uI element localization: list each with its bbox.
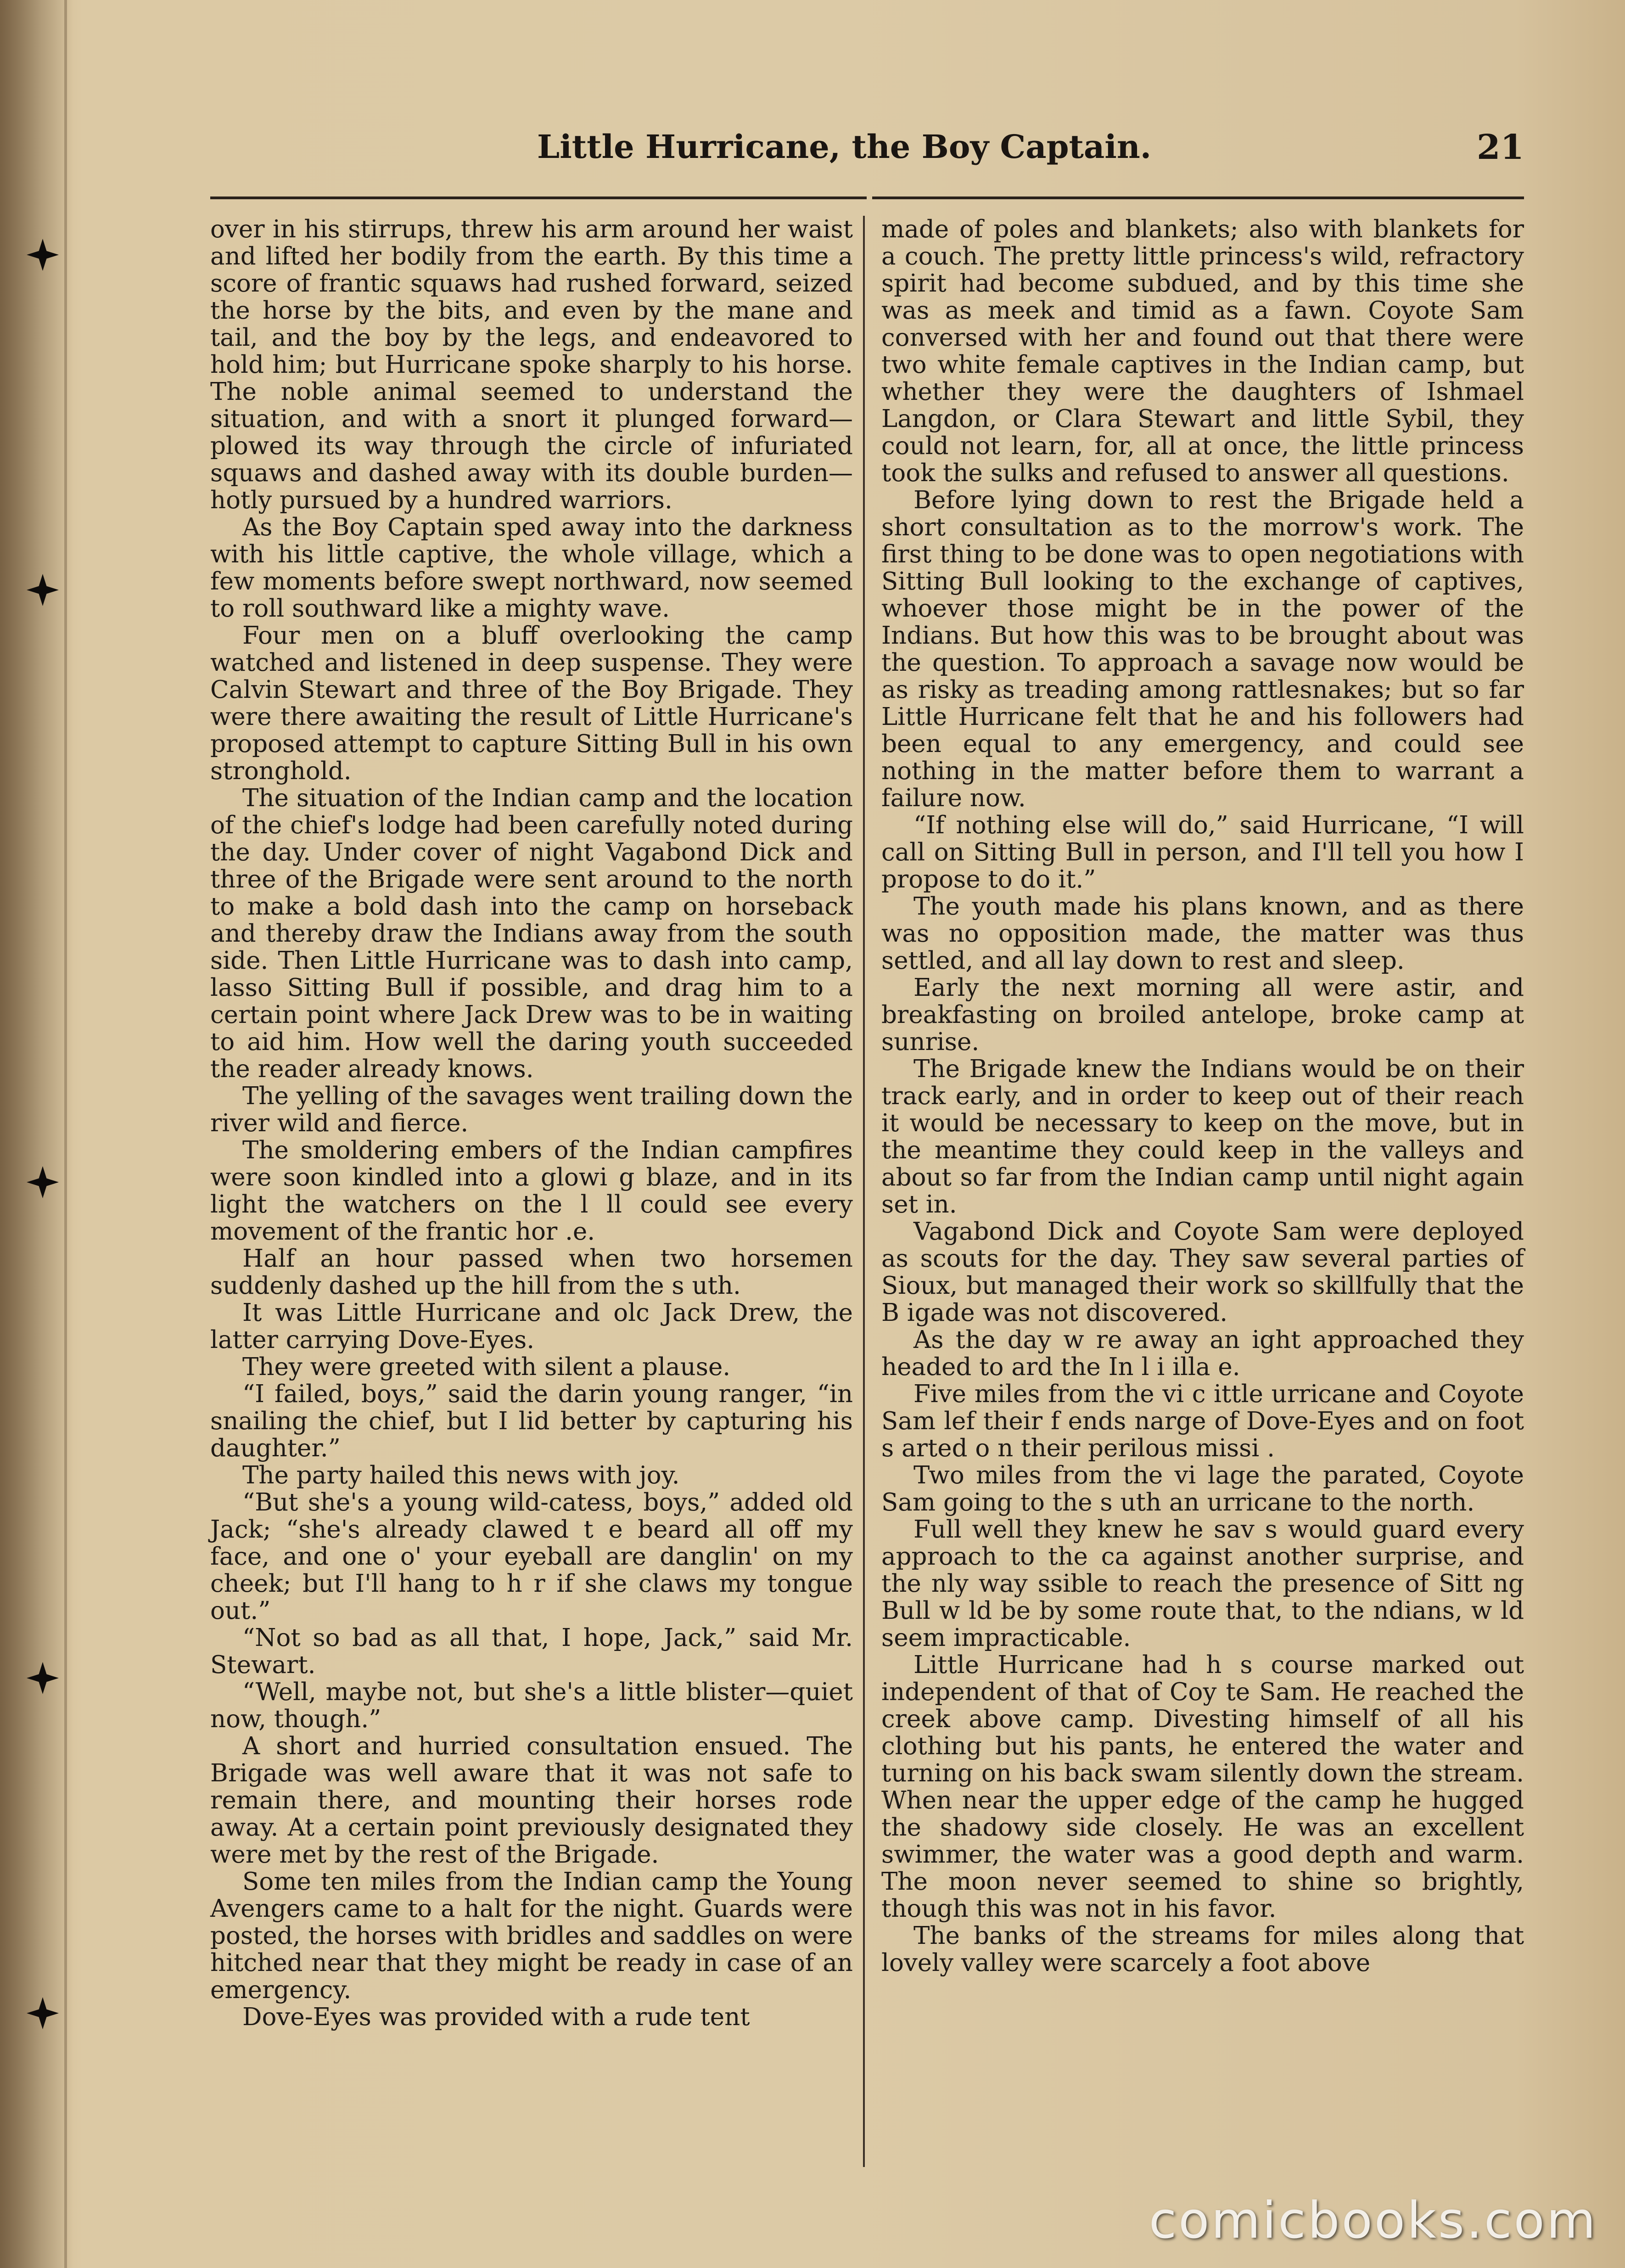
paragraph: over in his stirrups, threw his arm around her waist and lifted her bodily from the earth. By this time a score of frantic squaws had rushed forward, seized the horse by the bits, and even by the mane and tail, and the boy by the legs, and endeavored to hold him; but Hurricane spoke sharply to his horse. The noble animal seemed to understand the situation, and with a snort it plunged forward—plowed its way through the circle of infuriated squaws and dashed away with its double burden—hotly pursued by a hundred warriors. (210, 215, 853, 514)
paragraph: Five miles from the vi c ittle urricane and Coyote Sam lef their f ends narge of Dove-Eyes and on foot s arted o n their perilous missi . (881, 1380, 1524, 1462)
paragraph: Vagabond Dick and Coyote Sam were deployed as scouts for the day. They saw several parties of Sioux, but managed their work so skillfully that the B igade was not discovered. (881, 1218, 1524, 1327)
paragraph: Full well they knew he sav s would guard every approach to the ca against another surprise, and the nly way ssible to reach the presence of Sitt ng Bull w ld be by some route that, to the ndians, w ld seem impracticable. (881, 1516, 1524, 1652)
paragraph: “Well, maybe not, but she's a little blister—quiet now, though.” (210, 1678, 853, 1733)
paragraph: The Brigade knew the Indians would be on their track early, and in order to keep out of their reach it would be necessary to keep on the move, but in the meantime they could keep in the valleys and about so far from the Indian camp until night again set in. (881, 1055, 1524, 1218)
column-divider (863, 216, 865, 2167)
paragraph: Some ten miles from the Indian camp the Young Avengers came to a halt for the night. Guards were posted, the horses with bridles and saddles on were hitched near that they might be ready in case of an emergency. (210, 1868, 853, 2004)
running-title: Little Hurricane, the Boy Captain. (537, 128, 1152, 166)
header-rule-left (210, 196, 867, 199)
paragraph: The banks of the streams for miles along that lovely valley were scarcely a foot above (881, 1922, 1524, 1977)
paragraph: “I failed, boys,” said the darin young ranger, “in snailing the chief, but I lid better by capturing his daughter.” (210, 1380, 853, 1462)
paragraph: Early the next morning all were astir, and breakfasting on broiled antelope, broke camp at sunrise. (881, 974, 1524, 1056)
spine-line (64, 0, 67, 2268)
right-column (881, 216, 1524, 1976)
paragraph: made of poles and blankets; also with blankets for a couch. The pretty little princess's wild, refractory spirit had become subdued, and by this time she was as meek and timid as a fawn. Coyote Sam conversed with her and found out that there were two white female captives in the Indian camp, but whether they were the daughters of Ishmael Langdon, or Clara Stewart and little Sybil, they could not learn, for, all at once, the little princess took the sulks and refused to answer all questions. (881, 215, 1524, 487)
paragraph: As the Boy Captain sped away into the darkness with his little captive, the whole village, which a few moments before swept northward, now seemed to roll southward like a mighty wave. (210, 513, 853, 623)
paragraph: The yelling of the savages went trailing down the river wild and fierce. (210, 1082, 853, 1137)
page-number: 21 (1477, 128, 1524, 167)
running-header (537, 123, 1524, 178)
paragraph: “But she's a young wild-catess, boys,” added old Jack; “she's already clawed t e beard all off my face, and one o' your eyeball are danglin' on my cheek; but I'll hang to h r if she claws my tongue out.” (210, 1488, 853, 1625)
paragraph: The smoldering embers of the Indian campfires were soon kindled into a glowi g blaze, and in its light the watchers on the l ll could see every movement of the frantic hor .e. (210, 1136, 853, 1246)
paragraph: Half an hour passed when two horsemen suddenly dashed up the hill from the s uth. (210, 1245, 853, 1300)
paragraph: Two miles from the vi lage the parated, Coyote Sam going to the s uth an urricane to the north. (881, 1461, 1524, 1516)
paragraph: “Not so bad as all that, I hope, Jack,” said Mr. Stewart. (210, 1624, 853, 1679)
left-column (210, 216, 853, 2031)
paragraph: The party hailed this news with joy. (242, 1461, 680, 1489)
site-watermark: comicbooks.com (1149, 2191, 1597, 2250)
paragraph: “If nothing else will do,” said Hurricane, “I will call on Sitting Bull in person, and I'll tell you how I propose to do it.” (881, 811, 1524, 893)
paragraph: The situation of the Indian camp and the location of the chief's lodge had been carefully noted during the day. Under cover of night Vagabond Dick and three of the Brigade were sent around to the north to make a bold dash into the camp on horseback and thereby draw the Indians away from the south side. Then Little Hurricane was to dash into camp, lasso Sitting Bull if possible, and drag him to a certain point where Jack Drew was to be in waiting to aid him. How well the daring youth succeeded the reader already knows. (210, 784, 853, 1083)
gutter-shadow (0, 0, 73, 2268)
paragraph: As the day w re away an ight approached they headed to ard the In l i illa e. (881, 1326, 1524, 1381)
header-rule-right (872, 196, 1524, 199)
paragraph: Four men on a bluff overlooking the camp watched and listened in deep suspense. They were Calvin Stewart and three of the Boy Brigade. They were there awaiting the result of Little Hurricane's proposed attempt to capture Sitting Bull in his own stronghold. (210, 622, 853, 785)
paragraph: Dove-Eyes was provided with a rude tent (242, 2003, 750, 2031)
paragraph: They were greeted with silent a plause. (242, 1353, 731, 1381)
paragraph: Before lying down to rest the Brigade held a short consultation as to the morrow's work. The first thing to be done was to open negotiations with Sitting Bull looking to the exchange of captives, whoever those might be in the power of the Indians. But how this was to be brought about was the question. To approach a savage now would be as risky as treading among rattlesnakes; but so far Little Hurricane felt that he and his followers had been equal to any emergency, and could see nothing in the matter before them to warrant a failure now. (881, 486, 1524, 812)
paragraph: It was Little Hurricane and olc Jack Drew, the latter carrying Dove-Eyes. (210, 1299, 853, 1354)
paragraph: A short and hurried consultation ensued. The Brigade was well aware that it was not safe to remain there, and mounting their horses rode away. At a certain point previously designated they were met by the rest of the Brigade. (210, 1732, 853, 1869)
paragraph: Little Hurricane had h s course marked out independent of that of Coy te Sam. He reached the creek above camp. Divesting himself of all his clothing but his pants, he entered the water and turning on his back swam silently down the stream. When near the upper edge of the camp he hugged the shadowy side closely. He was an excellent swimmer, the water was a good depth and warm. The moon never seemed to shine so brightly, though this was not in his favor. (881, 1651, 1524, 1923)
paragraph: The youth made his plans known, and as there was no opposition made, the matter was thus settled, and all lay down to rest and sleep. (881, 893, 1524, 975)
